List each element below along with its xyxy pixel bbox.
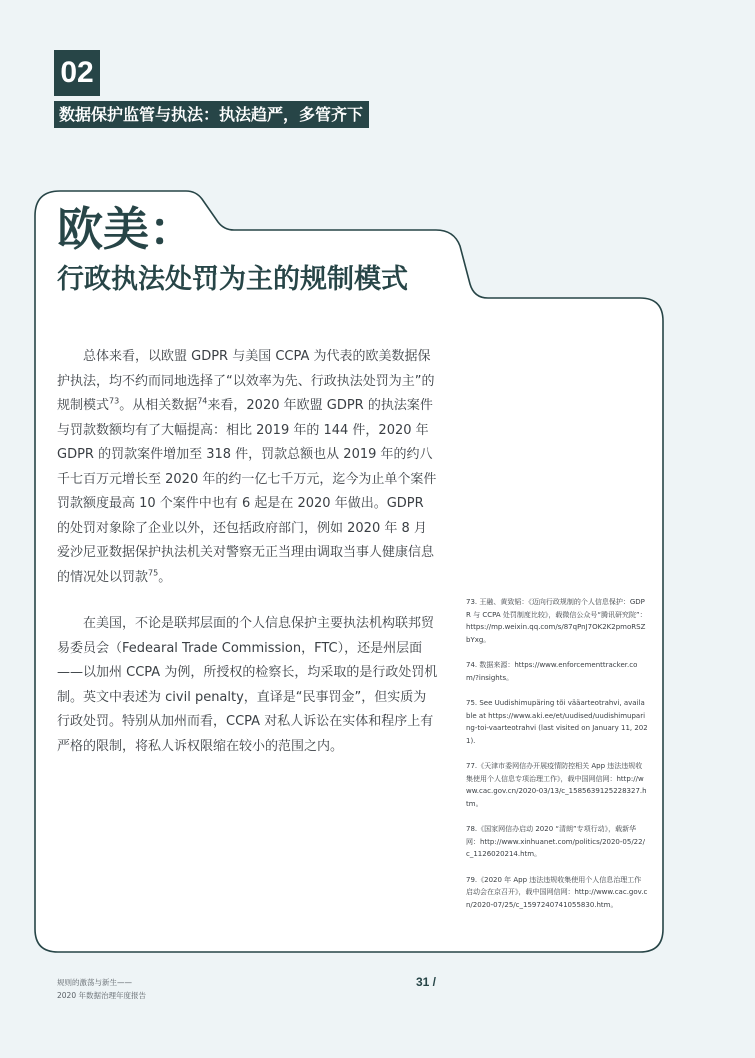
footer-line-1: 规则的激荡与新生—— <box>57 978 132 987</box>
body-text <box>57 345 439 759</box>
card-title: 欧美： <box>57 202 195 256</box>
footnote-73: 73. 王融、黄致韬：《迈向行政规制的个人信息保护：GDPR 与 CCPA 处罚制度比较》，载微信公众号“腾讯研究院”：https://mp.weixin.qq.com/s/87qPnJ7OK2K2pmoRSZbYxg。 <box>466 598 647 644</box>
paragraph-1-part-4: 。 <box>158 569 172 585</box>
paragraph-1-part-2: 。从相关数据 <box>119 398 198 413</box>
footnote-74: 74. 数据来源：https://www.enforcementtracker.com/?insights。 <box>466 661 638 682</box>
page-number: 31 / <box>416 975 437 989</box>
section-title: 数据保护监管与执法：执法趋严，多管齐下 <box>54 101 369 128</box>
paragraph-2: 在美国，不论是联邦层面的个人信息保护主要执法机构联邦贸易委员会（Fedearal Trade Commission，FTC），还是州层面——以加州 CCPA 为例，所授权的检察长，均采取的是行政处罚机制。英文中表述为 civil penalty，直译是“民事罚金”，但实质为行政处罚。特别从加州而看，CCPA 对私人诉讼在实体和程序上有严格的限制，将私人诉权限缩在较小的范围之内。 <box>57 616 438 754</box>
footnote-ref-74[interactable]: 74 <box>197 396 208 406</box>
footnote-ref-73[interactable]: 73 <box>109 396 120 406</box>
footnotes <box>466 596 648 911</box>
paragraph-1 <box>57 345 439 590</box>
paragraph-1-part-1: 总体来看，以欧盟 GDPR 与美国 CCPA 为代表的欧美数据保护执法，均不约而同地选择了“以效率为先、行政执法处罚为主”的规制模式 <box>57 349 435 413</box>
footnote-77: 77.《天津市委网信办开展疫情防控相关 App 违法违规收集使用个人信息专项治理工作》，载中国网信网：http://www.cac.gov.cn/2020-03/13/c_1585639125228327.htm。 <box>466 762 647 808</box>
footnote-78: 78.《国家网信办启动 2020 “清朗”专项行动》，载新华网：http://www.xinhuanet.com/politics/2020-05/22/c_1126020214.htm。 <box>466 825 645 858</box>
footnote-79: 79.《2020 年 App 违法违规收集使用个人信息治理工作启动会在京召开》，载中国网信网：http://www.cac.gov.cn/2020-07/25/c_1597240741055830.htm。 <box>466 875 648 909</box>
footer-line-2: 2020 年数据治理年度报告 <box>57 991 146 1000</box>
paragraph-1-part-3: 来看，2020 年欧盟 GDPR 的执法案件与罚款数额均有了大幅提高：相比 2019 年的 144 件，2020 年 GDPR 的罚款案件增加至 318 件，罚款总额也从 2019 年的约八千七百万元增长至 2020 年的约一亿七千万元，迄今为止单个案件罚款额度最高 10 个案件中也有 6 起是在 2020 年做出。GDPR 的处罚对象除了企业以外，还包括政府部门，例如 2020 年 8 月爱沙尼亚数据保护执法机关对警察无正当理由调取当事人健康信息的情况处以罚款 <box>57 398 437 585</box>
footer-report-title <box>57 976 146 1002</box>
card-subtitle: 行政执法处罚为主的规制模式 <box>57 264 408 295</box>
footnote-75: 75. See Uudishimupäring tõi vääarteotrahvi, available at https://www.aki.ee/et/uudised/uudishimuparing-toi-vaarteotrahvi (last visited on January 11, 2021). <box>466 699 648 745</box>
section-number: 02 <box>54 50 100 96</box>
footnote-ref-75[interactable]: 75 <box>148 568 159 578</box>
